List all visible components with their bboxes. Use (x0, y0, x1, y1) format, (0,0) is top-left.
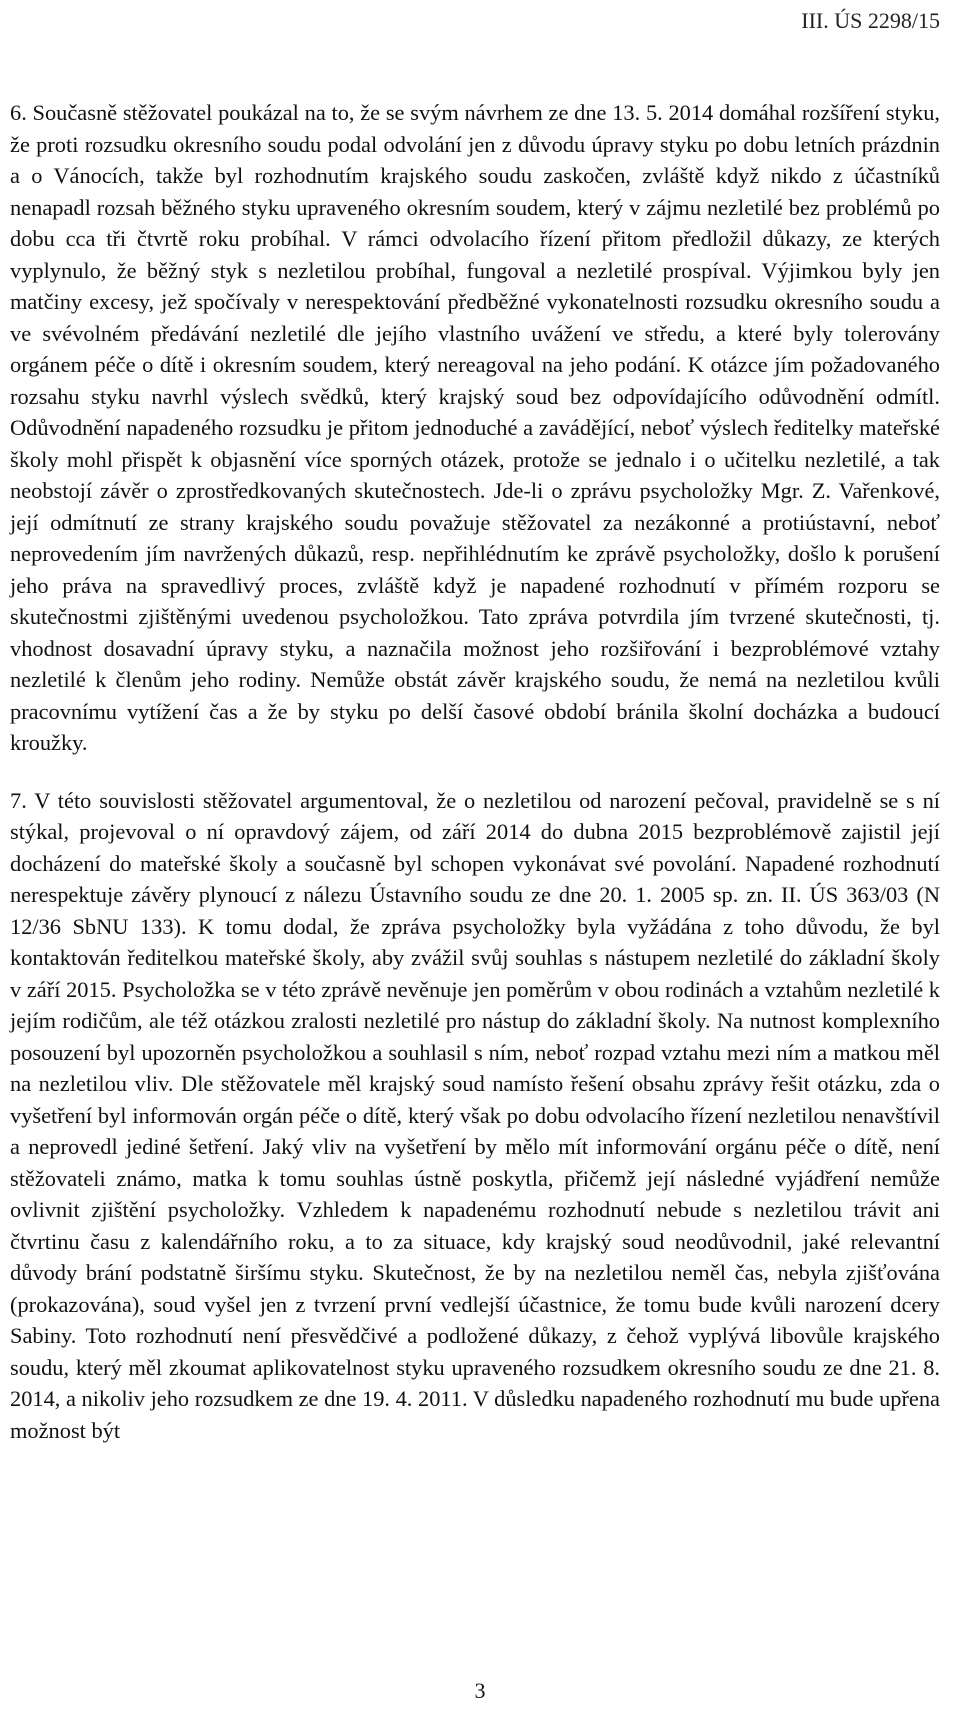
page-number: 3 (474, 1678, 486, 1703)
case-reference: III. ÚS 2298/15 (801, 8, 940, 33)
paragraph-6: 6. Současně stěžovatel poukázal na to, že se svým návrhem ze dne 13. 5. 2014 domáhal rozšíření styku, že proti rozsudku okresního soudu podal odvolání jen z důvodu úpravy styku po dobu letních prázdnin a o Vánocích, takže byl rozhodnutím krajského soudu zaskočen, zvláště když nikdo z účastníků nenapadl rozsah běžného styku upraveného okresním soudem, který v zájmu nezletilé bez problémů po dobu cca tři čtvrtě roku probíhal. V rámci odvolacího řízení přitom předložil důkazy, ze kterých vyplynulo, že běžný styk s nezletilou probíhal, fungoval a nezletilé prospíval. Výjimkou byly jen matčiny excesy, jež spočívaly v nerespektování předběžné vykonatelnosti rozsudku okresního soudu a ve svévolném předávání nezletilé dle jejího vlastního uvážení ve středu, a které byly tolerovány orgánem péče o dítě i okresním soudem, který nereagoval na jeho podání. K otázce jím požadovaného rozsahu styku navrhl výslech svědků, který krajský soud bez odpovídajícího odůvodnění odmítl. Odůvodnění napadeného rozsudku je přitom jednoduché a zavádějící, neboť výslech ředitelky mateřské školy mohl přispět k objasnění více sporných otázek, protože se jednalo i o učitelku nezletilé, a tak neobstojí závěr o zprostředkovaných skutečnostech. Jde-li o zprávu psycholožky Mgr. Z. Vařenkové, její odmítnutí ze strany krajského soudu považuje stěžovatel za nezákonné a protiústavní, neboť neprovedením jím navržených důkazů, resp. nepřihlédnutím ke zprávě psycholožky, došlo k porušení jeho práva na spravedlivý proces, zvláště když je napadené rozhodnutí v přímém rozporu se skutečnostmi zjištěnými uvedenou psycholožkou. Tato zpráva potvrdila jím tvrzené skutečnosti, tj. vhodnost dosavadní úpravy styku, a naznačila možnost jeho rozšiřování i bezproblémové vztahy nezletilé k členům jeho rodiny. Nemůže obstát závěr krajského soudu, že nemá na nezletilou kvůli pracovnímu vytížení čas a že by styku po delší časové období bránila školní docházka a budoucí kroužky. (10, 100, 940, 755)
document-body (10, 97, 940, 1446)
paragraph-7: 7. V této souvislosti stěžovatel argumentoval, že o nezletilou od narození pečoval, pravidelně se s ní stýkal, projevoval o ní opravdový zájem, od září 2014 do dubna 2015 bezproblémově zajistil její docházení do mateřské školy a současně byl schopen vykonávat své povolání. Napadené rozhodnutí nerespektuje závěry plynoucí z nálezu Ústavního soudu ze dne 20. 1. 2005 sp. zn. II. ÚS 363/03 (N 12/36 SbNU 133). K tomu dodal, že zpráva psycholožky byla vyžádána z toho důvodu, že byl kontaktován ředitelkou mateřské školy, aby zvážil svůj souhlas s nástupem nezletilé do základní školy v září 2015. Psycholožka se v této zprávě nevěnuje jen poměrům v obou rodinách a vztahům nezletilé k jejím rodičům, ale též otázkou zralosti nezletilé pro nástup do základní školy. Na nutnost komplexního posouzení byl upozorněn psycholožkou a souhlasil s ním, neboť rozpad vztahu mezi ním a matkou měl na nezletilou vliv. Dle stěžovatele měl krajský soud namísto řešení obsahu zprávy řešit otázku, zda o vyšetření byl informován orgán péče o dítě, který však po dobu odvolacího řízení nezletilou nenavštívil a neprovedl jediné šetření. Jaký vliv na vyšetření by mělo mít informování orgánu péče o dítě, není stěžovateli známo, matka k tomu souhlas ústně poskytla, přičemž její následné vyjádření nemůže ovlivnit zjištění psycholožky. Vzhledem k napadenému rozhodnutí nebude s nezletilou trávit ani čtvrtinu času z kalendářního roku, a to za situace, kdy krajský soud neodůvodnil, jaké relevantní důvody brání podstatně širšímu styku. Skutečnost, že by na nezletilou neměl čas, nebyla zjišťována (prokazována), soud vyšel jen z tvrzení první vedlejší účastnice, že tomu bude kvůli narození dcery Sabiny. Toto rozhodnutí není přesvědčivé a podložené důkazy, z čehož vyplývá libovůle krajského soudu, který měl zkoumat aplikovatelnost styku upraveného rozsudkem okresního soudu ze dne 21. 8. 2014, a nikoliv jeho rozsudkem ze dne 19. 4. 2011. V důsledku napadeného rozhodnutí mu bude upřena možnost být (10, 787, 940, 1443)
